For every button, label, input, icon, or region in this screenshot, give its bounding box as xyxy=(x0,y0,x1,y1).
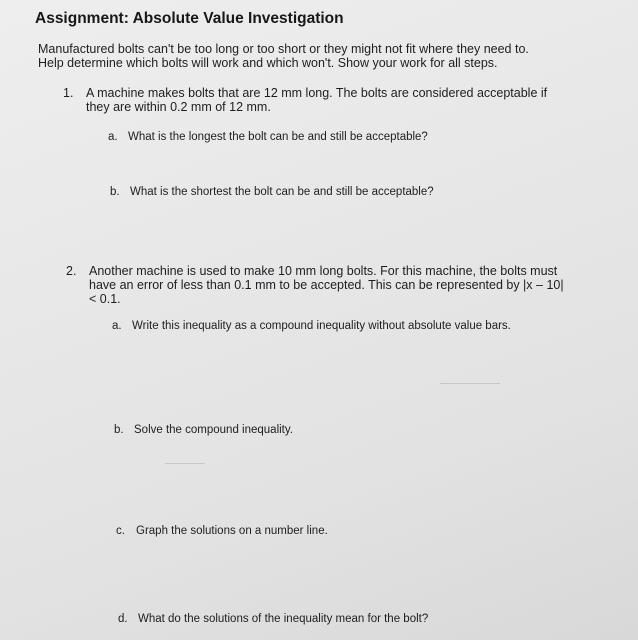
question-2-text: Another machine is used to make 10 mm long bolts. For this machine, the bolts must have an error of less than 0.1 mm to be accepted. This can be represented by |x – 10| < 0.1. xyxy=(89,264,564,306)
intro-paragraph: Manufactured bolts can't be too long or too short or they might not fit where they need to. Help determine which bolts will work and which won't. Show your work for all steps. xyxy=(38,42,529,70)
question-1-number: 1. xyxy=(63,86,74,100)
question-2a-letter: a. xyxy=(112,320,122,332)
question-2c-text: Graph the solutions on a number line. xyxy=(136,525,328,537)
assignment-title: Assignment: Absolute Value Investigation xyxy=(35,10,344,27)
question-2b-letter: b. xyxy=(114,424,124,436)
question-2d-letter: d. xyxy=(118,613,128,625)
question-2c-letter: c. xyxy=(116,525,125,537)
question-1-text: A machine makes bolts that are 12 mm long. The bolts are considered acceptable if they are within 0.2 mm of 12 mm. xyxy=(86,86,548,114)
question-2a-text: Write this inequality as a compound inequality without absolute value bars. xyxy=(132,320,511,332)
question-1b-letter: b. xyxy=(110,186,120,198)
pencil-mark xyxy=(440,383,500,384)
question-2d-text: What do the solutions of the inequality mean for the bolt? xyxy=(138,613,429,625)
question-2b xyxy=(114,423,293,437)
question-2 xyxy=(66,264,566,306)
question-1b-text: What is the shortest the bolt can be and still be acceptable? xyxy=(130,186,434,198)
question-2-number: 2. xyxy=(66,264,77,278)
question-2a xyxy=(112,319,511,333)
question-1a xyxy=(108,130,428,144)
question-2c xyxy=(116,524,328,538)
question-1b xyxy=(110,185,434,199)
pencil-mark xyxy=(165,463,205,464)
question-1a-text: What is the longest the bolt can be and still be acceptable? xyxy=(128,131,428,143)
question-1 xyxy=(63,86,573,114)
question-1a-letter: a. xyxy=(108,131,118,143)
question-2d xyxy=(118,612,428,626)
question-2b-text: Solve the compound inequality. xyxy=(134,424,293,436)
